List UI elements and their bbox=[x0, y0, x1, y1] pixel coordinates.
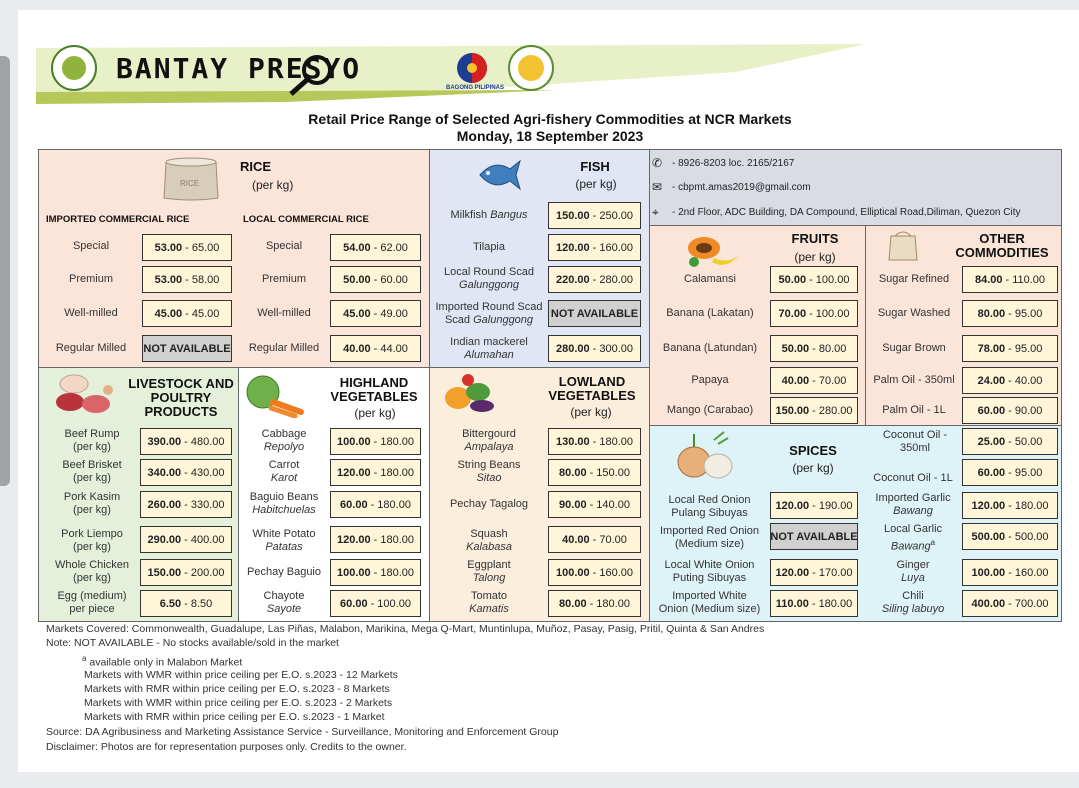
spice-label: Local Garlic Bawang$^a$ bbox=[883, 523, 943, 553]
price-box: 120.00 - 190.00 bbox=[770, 492, 858, 519]
meat-icon bbox=[52, 370, 118, 418]
not-available-box: NOT AVAILABLE bbox=[770, 523, 858, 550]
price-box: 110.00 - 180.00 bbox=[770, 590, 858, 617]
contact-email: ✉ - cbpmt.amas2019@gmail.com bbox=[652, 180, 811, 194]
not-available-box: NOT AVAILABLE bbox=[142, 335, 232, 362]
highland-title-2: VEGETABLES bbox=[330, 389, 418, 404]
price-box: 60.00 - 100.00 bbox=[330, 590, 421, 617]
location-pin-icon: ⌖ bbox=[652, 205, 659, 219]
price-box: 120.00 - 180.00 bbox=[962, 492, 1058, 519]
fruits-unit: (per kg) bbox=[794, 250, 836, 264]
rice-imported-label: Regular Milled bbox=[55, 342, 127, 354]
spice-label: Imported White Onion (Medium size) bbox=[658, 590, 761, 615]
note-not-available: Note: NOT AVAILABLE - No stocks available/sold in the market bbox=[46, 637, 339, 649]
other-label: Sugar Washed bbox=[877, 307, 951, 319]
highland-vegetables-icon bbox=[243, 372, 307, 418]
lowland-label: Eggplant Talong bbox=[467, 559, 511, 584]
contact-address: ⌖ - 2nd Floor, ADC Building, DA Compound, Elliptical Road,Diliman, Quezon City bbox=[652, 205, 1021, 219]
fish-label: Imported Round Scad Scad Galunggong bbox=[435, 301, 543, 326]
sugar-bag-icon bbox=[885, 228, 921, 262]
highland-unit: (per kg) bbox=[354, 406, 396, 420]
page-title: Retail Price Range of Selected Agri-fishery Commodities at NCR Markets bbox=[308, 111, 792, 127]
spices-unit: (per kg) bbox=[792, 461, 834, 475]
price-box: 50.00 - 100.00 bbox=[770, 266, 858, 293]
markets-wmr-12: Markets with WMR within price ceiling per E.O. s.2023 - 12 Markets bbox=[84, 669, 398, 681]
rice-local-label: Premium bbox=[261, 273, 306, 285]
markets-covered: Markets Covered: Commonwealth, Guadalupe, Las Piñas, Malabon, Marikina, Mega Q-Mart, Muntinlupa, Muñoz, Pasay, Pasig, Pritil, Quinta & San Andres bbox=[46, 623, 765, 635]
svg-text:RICE: RICE bbox=[180, 179, 200, 188]
price-box: 53.00 - 58.00 bbox=[142, 266, 232, 293]
fruits-title: FRUITS bbox=[791, 231, 839, 246]
phone-icon: ✆ bbox=[652, 156, 663, 170]
spice-label: Imported Red Onion (Medium size) bbox=[659, 525, 760, 550]
other-label: Palm Oil - 1L bbox=[882, 404, 946, 416]
price-box: 53.00 - 65.00 bbox=[142, 234, 232, 261]
livestock-title-1: LIVESTOCK AND bbox=[128, 376, 234, 391]
other-label: Sugar Refined bbox=[878, 273, 950, 285]
spices-title: SPICES bbox=[789, 443, 837, 458]
fish-label: Indian mackerel Alumahan bbox=[450, 336, 528, 361]
fruit-label: Banana (Lakatan) bbox=[666, 307, 754, 319]
price-box: 70.00 - 100.00 bbox=[770, 300, 858, 327]
livestock-label: Egg (medium) per piece bbox=[57, 590, 127, 615]
local-rice-header: LOCAL COMMERCIAL RICE bbox=[243, 214, 369, 225]
price-box: 78.00 - 95.00 bbox=[962, 335, 1058, 362]
price-box: 120.00 - 180.00 bbox=[330, 526, 421, 553]
markets-rmr-1: Markets with RMR within price ceiling per E.O. s.2023 - 1 Market bbox=[84, 711, 385, 723]
rice-local-label: Well-milled bbox=[257, 307, 311, 319]
price-box: 50.00 - 80.00 bbox=[770, 335, 858, 362]
bagong-pilipinas-tagline: BAGONG PILIPINAS bbox=[446, 85, 505, 91]
price-box: 120.00 - 180.00 bbox=[330, 459, 421, 486]
price-box: 340.00 - 430.00 bbox=[140, 459, 232, 486]
lowland-label: Pechay Tagalog bbox=[449, 498, 529, 510]
price-box: 40.00 - 70.00 bbox=[548, 526, 641, 553]
livestock-title-2: POULTRY bbox=[150, 390, 212, 405]
source-note: Source: DA Agribusiness and Marketing Assistance Service - Surveillance, Monitoring and Enforcement Group bbox=[46, 726, 559, 738]
highland-label: Pechay Baguio bbox=[247, 566, 321, 578]
side-scrollbar[interactable] bbox=[0, 56, 10, 486]
rice-local-label: Regular Milled bbox=[248, 342, 320, 354]
price-box: 45.00 - 49.00 bbox=[330, 300, 421, 327]
price-box: 100.00 - 180.00 bbox=[330, 559, 421, 586]
spice-label: Chili Siling labuyo bbox=[881, 590, 945, 615]
lowland-label: Bittergourd Ampalaya bbox=[462, 428, 516, 453]
lowland-label: Squash Kalabasa bbox=[466, 528, 512, 553]
price-box: 100.00 - 160.00 bbox=[548, 559, 641, 586]
highland-label: Baguio Beans Habitchuelas bbox=[249, 491, 319, 516]
fruit-label: Papaya bbox=[691, 374, 729, 386]
highland-label: Carrot Karot bbox=[268, 459, 300, 484]
highland-label: White Potato Patatas bbox=[252, 528, 316, 553]
fish-icon bbox=[476, 155, 522, 193]
footnote-a: $^a$ available only in Malabon Market bbox=[82, 654, 243, 669]
price-box: 40.00 - 70.00 bbox=[770, 367, 858, 394]
not-available-box: NOT AVAILABLE bbox=[548, 300, 641, 327]
lowland-title-1: LOWLAND bbox=[558, 374, 626, 389]
rice-title: RICE bbox=[240, 159, 272, 174]
price-box: 150.00 - 250.00 bbox=[548, 202, 641, 229]
price-box: 130.00 - 180.00 bbox=[548, 428, 641, 455]
price-box: 60.00 - 180.00 bbox=[330, 491, 421, 518]
lowland-label: Tomato Kamatis bbox=[469, 590, 509, 615]
rice-imported-label: Well-milled bbox=[64, 307, 118, 319]
spice-label: Imported Garlic Bawang bbox=[875, 492, 951, 517]
rice-sack-icon bbox=[160, 156, 222, 202]
other-label: Palm Oil - 350ml bbox=[873, 374, 955, 386]
spice-label: Local Red Onion Pulang Sibuyas bbox=[668, 494, 751, 519]
onion-garlic-icon bbox=[670, 430, 740, 482]
price-box: 80.00 - 150.00 bbox=[548, 459, 641, 486]
lowland-title-2: VEGETABLES bbox=[548, 388, 636, 403]
fruit-label: Banana (Latundan) bbox=[662, 342, 758, 354]
price-box: 400.00 - 700.00 bbox=[962, 590, 1058, 617]
contact-phone: ✆ - 8926-8203 loc. 2165/2167 bbox=[652, 156, 795, 170]
price-box: 25.00 - 50.00 bbox=[962, 428, 1058, 455]
price-box: 150.00 - 200.00 bbox=[140, 559, 232, 586]
lowland-label: String Beans Sitao bbox=[457, 459, 521, 484]
price-box: 6.50 - 8.50 bbox=[140, 590, 232, 617]
email-icon: ✉ bbox=[652, 180, 663, 194]
lowland-vegetables-icon bbox=[442, 370, 498, 416]
livestock-title-3: PRODUCTS bbox=[144, 404, 218, 419]
price-box: 40.00 - 44.00 bbox=[330, 335, 421, 362]
fish-label: Tilapia bbox=[473, 241, 505, 253]
other-title-2: COMMODITIES bbox=[955, 245, 1049, 260]
price-box: 45.00 - 45.00 bbox=[142, 300, 232, 327]
spice-label: Local White Onion Puting Sibuyas bbox=[664, 559, 755, 584]
fruit-label: Calamansi bbox=[684, 273, 736, 285]
other-label: Sugar Brown bbox=[882, 342, 946, 354]
price-box: 290.00 - 400.00 bbox=[140, 526, 232, 553]
price-box: 280.00 - 300.00 bbox=[548, 335, 641, 362]
price-box: 500.00 - 500.00 bbox=[962, 523, 1058, 550]
highland-label: Chayote Sayote bbox=[263, 590, 305, 615]
fruit-label: Mango (Carabao) bbox=[666, 404, 754, 416]
fish-unit: (per kg) bbox=[575, 177, 617, 191]
rice-local-label: Special bbox=[265, 240, 303, 252]
livestock-label: Pork Liempo (per kg) bbox=[61, 528, 123, 553]
price-box: 390.00 - 480.00 bbox=[140, 428, 232, 455]
price-box: 90.00 - 140.00 bbox=[548, 491, 641, 518]
price-box: 120.00 - 170.00 bbox=[770, 559, 858, 586]
fruits-icon bbox=[682, 230, 740, 270]
price-box: 100.00 - 180.00 bbox=[330, 428, 421, 455]
disclaimer: Disclaimer: Photos are for representation purposes only. Credits to the owner. bbox=[46, 741, 407, 753]
fish-label: Milkfish Bangus bbox=[450, 209, 528, 221]
price-box: 80.00 - 95.00 bbox=[962, 300, 1058, 327]
other-title-1: OTHER bbox=[979, 231, 1025, 246]
price-box: 60.00 - 90.00 bbox=[962, 397, 1058, 424]
livestock-label: Whole Chicken (per kg) bbox=[55, 559, 129, 584]
price-box: 84.00 - 110.00 bbox=[962, 266, 1058, 293]
highland-title-1: HIGHLAND bbox=[339, 375, 409, 390]
other-label: Coconut Oil - 1L bbox=[873, 472, 953, 484]
other-label: Coconut Oil - 350ml bbox=[882, 429, 948, 454]
brand-name: BANTAY PRESYO bbox=[116, 52, 362, 85]
livestock-label: Beef Brisket (per kg) bbox=[62, 459, 122, 484]
imported-rice-header: IMPORTED COMMERCIAL RICE bbox=[46, 214, 190, 225]
rice-unit: (per kg) bbox=[252, 178, 294, 192]
price-box: 220.00 - 280.00 bbox=[548, 266, 641, 293]
fish-label: Local Round Scad Galunggong bbox=[444, 266, 534, 291]
spice-label: Ginger Luya bbox=[896, 559, 930, 584]
price-box: 100.00 - 160.00 bbox=[962, 559, 1058, 586]
markets-wmr-2: Markets with WMR within price ceiling per E.O. s.2023 - 2 Markets bbox=[84, 697, 393, 709]
price-box: 80.00 - 180.00 bbox=[548, 590, 641, 617]
lowland-unit: (per kg) bbox=[570, 405, 612, 419]
price-box: 50.00 - 60.00 bbox=[330, 266, 421, 293]
rice-imported-label: Special bbox=[72, 240, 110, 252]
highland-label: Cabbage Repolyo bbox=[261, 428, 307, 453]
price-box: 60.00 - 95.00 bbox=[962, 459, 1058, 486]
page-date: Monday, 18 September 2023 bbox=[456, 128, 644, 144]
price-box: 120.00 - 160.00 bbox=[548, 234, 641, 261]
price-box: 24.00 - 40.00 bbox=[962, 367, 1058, 394]
fish-title: FISH bbox=[580, 159, 610, 174]
price-box: 260.00 - 330.00 bbox=[140, 491, 232, 518]
rice-imported-label: Premium bbox=[68, 273, 113, 285]
price-box: 150.00 - 280.00 bbox=[770, 397, 858, 424]
livestock-label: Beef Rump (per kg) bbox=[64, 428, 120, 453]
livestock-label: Pork Kasim (per kg) bbox=[63, 491, 121, 516]
price-box: 54.00 - 62.00 bbox=[330, 234, 421, 261]
markets-rmr-8: Markets with RMR within price ceiling per E.O. s.2023 - 8 Markets bbox=[84, 683, 390, 695]
